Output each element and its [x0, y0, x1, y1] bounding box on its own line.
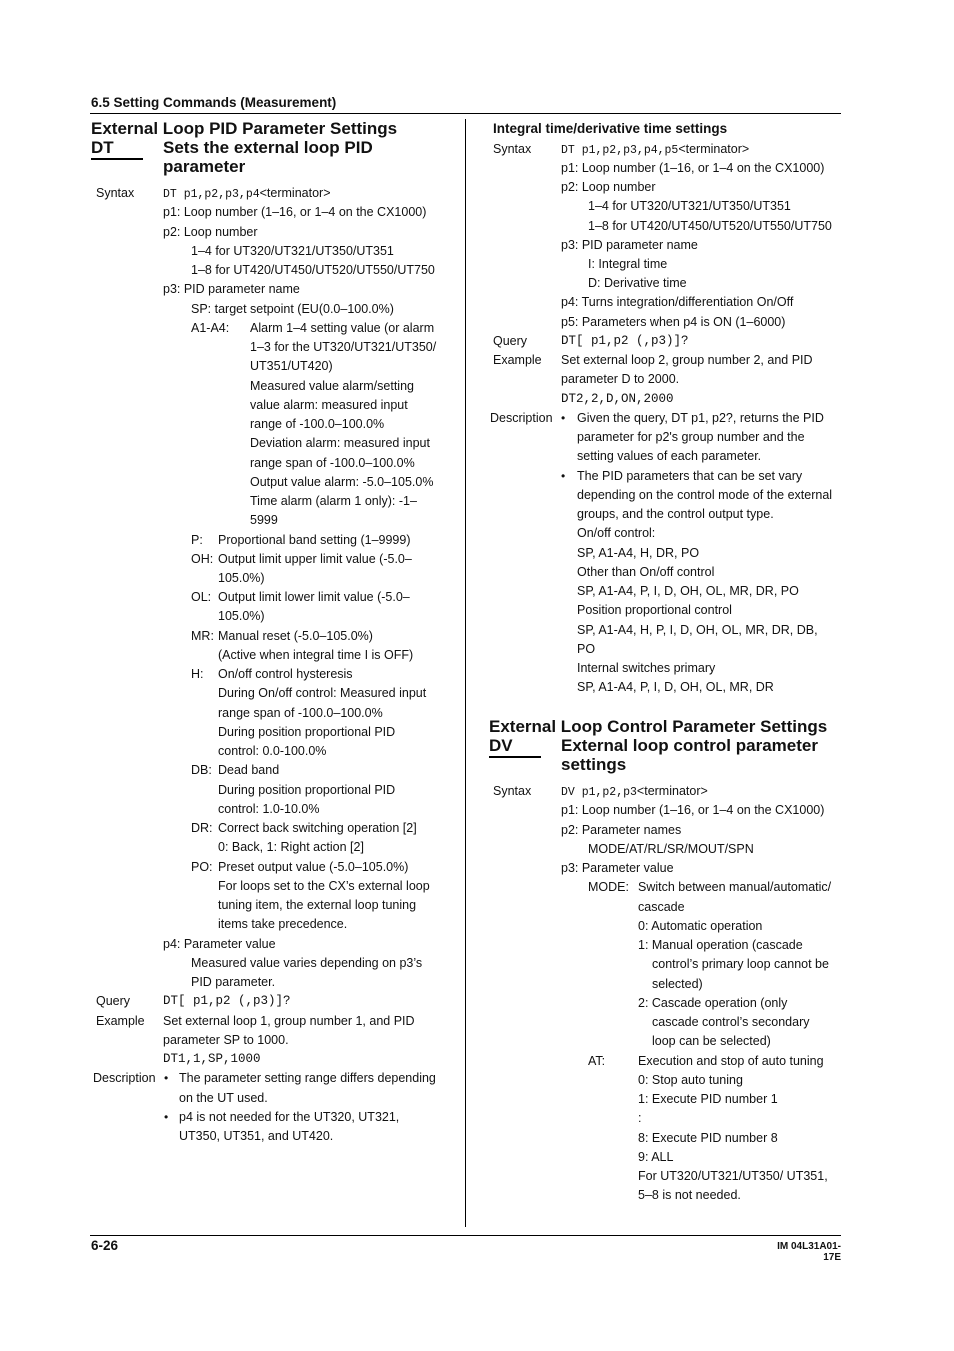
dv-code: DV [489, 736, 513, 755]
dt-syntax-label: Syntax [96, 186, 135, 200]
dt-example-cmd: DT1,1,SP,1000 [163, 1052, 261, 1066]
dt-syntax-term: <terminator> [259, 186, 331, 200]
bullet-icon: • [164, 1071, 169, 1085]
dt-param-p4: p4: Parameter value [163, 937, 276, 951]
dt-a1a4-line: 1–3 for the UT320/UT321/UT350/ [250, 340, 437, 354]
dt-param-p2: p2: Loop number [163, 225, 258, 239]
it-desc-line: The PID parameters that can be set vary [577, 469, 803, 483]
dt-a1a4-line: Output value alarm: -5.0–105.0% [250, 475, 434, 489]
dt-pid-key: PO: [191, 860, 213, 874]
dt-pid-line: items take precedence. [218, 917, 348, 931]
dt-pid-line: control: 1.0-10.0% [218, 802, 320, 816]
dv-mode-line: selected) [652, 977, 703, 991]
dt-pid-line: Correct back switching operation [2] [218, 821, 417, 835]
dv-at-line: 8: Execute PID number 8 [638, 1131, 778, 1145]
dt-example-label: Example [96, 1014, 145, 1028]
it-param-p4: p4: Turns integration/differentiation On/Off [561, 295, 794, 309]
column-divider [465, 119, 466, 1227]
dt-title [91, 119, 397, 139]
dv-syntax-label: Syntax [493, 784, 532, 798]
dt-pid-line: Output limit lower limit value (-5.0– [218, 590, 410, 604]
it-query-cmd: DT[ p1,p2 (,p3)]? [561, 334, 689, 348]
it-desc-line: SP, A1-A4, P, I, D, OH, OL, MR, DR [577, 680, 774, 694]
it-desc-line: Other than On/off control [577, 565, 715, 579]
it-desc-line: Internal switches primary [577, 661, 716, 675]
dv-mode-line: 1: Manual operation (cascade [638, 938, 803, 952]
it-subhead: Integral time/derivative time settings [493, 121, 728, 136]
dv-mode-line: loop can be selected) [652, 1034, 771, 1048]
dt-syntax-cmd: DT p1,p2,p3,p4 [163, 188, 260, 201]
dv-title-line2: External loop control parameter [561, 736, 818, 755]
it-desc-line: Given the query, DT p1, p2?, returns the PID [577, 411, 824, 425]
dv-code-underline [489, 756, 541, 758]
dt-title-line3: parameter [163, 157, 246, 176]
dt-pid-line: 0: Back, 1: Right action [2] [218, 840, 364, 854]
it-syntax-cmd: DT p1,p2,p3,p4,p5 [561, 144, 679, 157]
document-id: IM 04L31A01-17E [777, 1241, 841, 1263]
it-syntax-term: <terminator> [678, 142, 750, 156]
dv-at-line: 1: Execute PID number 1 [638, 1092, 778, 1106]
dt-syntax [163, 184, 331, 204]
dt-a1a4-line: Alarm 1–4 setting value (or alarm [250, 321, 435, 335]
dv-at-line: 9: ALL [638, 1150, 674, 1164]
bullet-icon: • [561, 469, 566, 483]
bullet-icon: • [164, 1110, 169, 1124]
dt-desc-line: p4 is not needed for the UT320, UT321, [179, 1110, 400, 1124]
it-desc-line: PO [577, 642, 596, 656]
it-param-p1: p1: Loop number (1–16, or 1–4 on the CX1000) [561, 161, 825, 175]
dv-mode-line: 2: Cascade operation (only [638, 996, 788, 1010]
dv-param-p3: p3: Parameter value [561, 861, 674, 875]
it-param-d: D: Derivative time [588, 276, 687, 290]
dt-param-p2-line: 1–4 for UT320/UT321/UT350/UT351 [191, 244, 394, 258]
it-desc-line: SP, A1-A4, P, I, D, OH, OL, MR, DR, PO [577, 584, 799, 598]
dt-param-p3: p3: PID parameter name [163, 282, 300, 296]
dt-pid-line: tuning item, the external loop tuning [218, 898, 417, 912]
it-syntax-label: Syntax [493, 142, 532, 156]
dt-param-sp: SP: target setpoint (EU(0.0–100.0%) [191, 302, 394, 316]
it-param-p5: p5: Parameters when p4 is ON (1–6000) [561, 315, 786, 329]
dt-a1a4-line: UT351/UT420) [250, 359, 333, 373]
it-query-label: Query [493, 334, 528, 348]
dv-title-line1: External Loop Control Parameter Settings [489, 717, 828, 736]
dv-mode-line: control’s primary loop cannot be [652, 957, 829, 971]
dt-pid-key: OL: [191, 590, 212, 604]
dt-pid-line: 105.0%) [218, 571, 265, 585]
header-rule [90, 113, 841, 114]
it-param-p2: p2: Loop number [561, 180, 656, 194]
dt-pid-line: control: 0.0-100.0% [218, 744, 327, 758]
dt-a1a4-line: Measured value alarm/setting [250, 379, 414, 393]
it-example-label: Example [493, 353, 542, 367]
dv-at-line: Execution and stop of auto tuning [638, 1054, 824, 1068]
dt-pid-line: Manual reset (-5.0–105.0%) [218, 629, 373, 643]
dv-mode-line: 0: Automatic operation [638, 919, 763, 933]
dt-pid-key: DR: [191, 821, 213, 835]
dt-pid-key: MR: [191, 629, 214, 643]
dt-pid-line: Dead band [218, 763, 280, 777]
it-desc-line: groups, and the control output type. [577, 507, 774, 521]
dt-pid-line: range span of -100.0–100.0% [218, 706, 383, 720]
dt-pid-line: Proportional band setting (1–9999) [218, 533, 411, 547]
dv-mode-line: cascade control’s secondary [652, 1015, 810, 1029]
dt-a1a4-line: 5999 [250, 513, 278, 527]
dv-mode-label: MODE: [588, 880, 629, 894]
it-desc-line: SP, A1-A4, H, P, I, D, OH, OL, MR, DR, DB, [577, 623, 818, 637]
dt-pid-line: On/off control hysteresis [218, 667, 353, 681]
dv-syntax-cmd: DV p1,p2,p3 [561, 786, 637, 799]
dv-mode-line: Switch between manual/automatic/ [638, 880, 832, 894]
it-example-line: Set external loop 2, group number 2, and PID [561, 353, 813, 367]
dt-title-line1: External Loop PID Parameter Settings [91, 119, 398, 138]
dv-mode-line: cascade [638, 900, 685, 914]
dt-pid-key: P: [191, 533, 203, 547]
it-example-line: parameter D to 2000. [561, 372, 680, 386]
dt-example-line: parameter SP to 1000. [163, 1033, 289, 1047]
dt-pid-key: DB: [191, 763, 212, 777]
it-desc-line: setting values of each parameter. [577, 449, 762, 463]
dt-pid-line: During position proportional PID [218, 725, 396, 739]
it-param-p3: p3: PID parameter name [561, 238, 698, 252]
dt-a1a4-line: Deviation alarm: measured input [250, 436, 430, 450]
dv-syntax [561, 782, 708, 802]
dt-a1a4-line: range of -100.0–100.0% [250, 417, 385, 431]
page-number: 6-26 [91, 1238, 119, 1253]
it-syntax [561, 140, 749, 160]
dv-param-p2: p2: Parameter names [561, 823, 682, 837]
bullet-icon: • [561, 411, 566, 425]
it-param-p2-line: 1–4 for UT320/UT321/UT350/UT351 [588, 199, 791, 213]
dt-pid-line: (Active when integral time I is OFF) [218, 648, 414, 662]
dt-param-p2-line: 1–8 for UT420/UT450/UT520/UT550/UT750 [191, 263, 435, 277]
dv-title-line3: settings [561, 755, 627, 774]
dt-pid-line: During On/off control: Measured input [218, 686, 427, 700]
dt-pid-line: Preset output value (-5.0–105.0%) [218, 860, 409, 874]
dt-a1a4-label: A1-A4: [191, 321, 230, 335]
dt-title-line2: Sets the external loop PID [163, 138, 373, 157]
it-desc-line: parameter for p2's group number and the [577, 430, 805, 444]
dt-example-line: Set external loop 1, group number 1, and PID [163, 1014, 415, 1028]
dt-a1a4-line: Time alarm (alarm 1 only): -1– [250, 494, 417, 508]
dt-a1a4-line: range span of -100.0–100.0% [250, 456, 415, 470]
dv-syntax-term: <terminator> [636, 784, 708, 798]
dt-desc-line: on the UT used. [179, 1091, 268, 1105]
it-example-cmd: DT2,2,D,ON,2000 [561, 392, 674, 406]
dt-code-underline [91, 158, 143, 160]
dv-at-line: : [638, 1111, 642, 1125]
dt-pid-line: Output limit upper limit value (-5.0– [218, 552, 412, 566]
dt-pid-line: During position proportional PID [218, 783, 396, 797]
section-header: 6.5 Setting Commands (Measurement) [91, 95, 337, 110]
it-desc-line: depending on the control mode of the external [577, 488, 833, 502]
dt-a1a4-line: value alarm: measured input [250, 398, 408, 412]
dt-desc-line: UT350, UT351, and UT420. [179, 1129, 334, 1143]
it-desc-line: SP, A1-A4, H, DR, PO [577, 546, 700, 560]
dv-at-line: 5–8 is not needed. [638, 1188, 741, 1202]
dt-pid-line: 105.0%) [218, 609, 265, 623]
dt-pid-key: OH: [191, 552, 214, 566]
dt-code: DT [91, 138, 114, 157]
it-desc-line: Position proportional control [577, 603, 732, 617]
dt-param-p4-line: PID parameter. [191, 975, 276, 989]
dv-at-line: For UT320/UT321/UT350/ UT351, [638, 1169, 828, 1183]
dv-param-p1: p1: Loop number (1–16, or 1–4 on the CX1000) [561, 803, 825, 817]
dt-query-cmd: DT[ p1,p2 (,p3)]? [163, 994, 291, 1008]
dv-param-p2-line: MODE/AT/RL/SR/MOUT/SPN [588, 842, 754, 856]
dt-description-label: Description [93, 1071, 156, 1085]
it-desc-line: On/off control: [577, 526, 656, 540]
it-param-p2-line: 1–8 for UT420/UT450/UT520/UT550/UT750 [588, 219, 832, 233]
dt-pid-key: H: [191, 667, 204, 681]
dt-param-p4-line: Measured value varies depending on p3’s [191, 956, 423, 970]
dt-desc-line: The parameter setting range differs depending [179, 1071, 436, 1085]
it-param-i: I: Integral time [588, 257, 668, 271]
it-description-label: Description [490, 411, 553, 425]
dt-param-p1: p1: Loop number (1–16, or 1–4 on the CX1000) [163, 205, 427, 219]
dv-at-line: 0: Stop auto tuning [638, 1073, 743, 1087]
dt-query-label: Query [96, 994, 131, 1008]
dt-pid-line: For loops set to the CX’s external loop [218, 879, 430, 893]
footer-rule [90, 1235, 841, 1236]
dv-at-label: AT: [588, 1054, 606, 1068]
